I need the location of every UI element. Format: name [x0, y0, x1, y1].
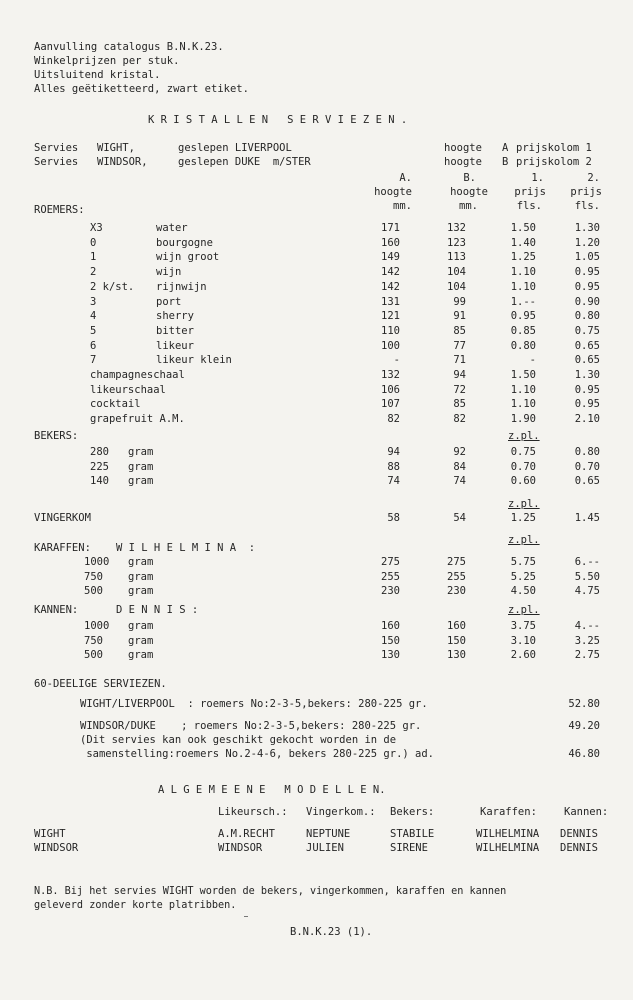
item-number: 7	[90, 354, 97, 367]
set-price: 49.20	[568, 720, 600, 732]
price-1: 0.80	[510, 339, 536, 352]
intro-line: Alles geëtiketteerd, zwart etiket.	[34, 83, 249, 95]
price-2: 0.70	[574, 460, 600, 473]
price-2: 2.75	[574, 649, 600, 661]
value-b: 113	[447, 251, 466, 264]
price-1: 0.95	[510, 310, 536, 323]
price-2: 3.25	[574, 634, 600, 647]
item-number: 6	[90, 339, 97, 352]
item-name: gram	[128, 620, 154, 632]
col-p1-header: fls.	[516, 200, 542, 212]
col-letter: A	[502, 142, 509, 154]
models-cell: A.M.RECHT	[218, 828, 275, 840]
value-a: 150	[381, 634, 400, 647]
item-number: 2 k/st.	[90, 280, 135, 293]
footnote-line: N.B. Bij het servies WIGHT worden de bekers, vingerkommen, karaffen en kannen	[34, 886, 507, 897]
divider	[244, 916, 248, 917]
price-column-header: prijskolom 1	[516, 142, 592, 154]
service-cut: geslepen LIVERPOOL	[178, 142, 292, 154]
price-2: 0.95	[574, 280, 600, 293]
price-2: 0.95	[574, 383, 600, 396]
models-cell: JULIEN	[306, 842, 344, 854]
item-number: 2	[90, 266, 97, 279]
value-b: 160	[447, 620, 466, 632]
item-name: rijnwijn	[156, 280, 207, 293]
value-b: 150	[447, 634, 466, 647]
section-title: K R I S T A L L E N S E R V I E Z E N .	[148, 114, 408, 126]
price-1: 1.25	[510, 251, 536, 264]
price-1: 0.75	[510, 446, 536, 458]
group-label-karaffen: KARAFFEN:	[34, 542, 91, 554]
price-1: 1.10	[510, 398, 536, 411]
value-b: 132	[447, 222, 466, 234]
price-1: 1.50	[510, 369, 536, 381]
value-b: 275	[447, 556, 466, 568]
price-2: 0.90	[574, 295, 600, 308]
item-name: gram	[128, 585, 154, 597]
models-cell: DENNIS	[560, 842, 598, 854]
col-p2-header: 2.	[587, 172, 600, 184]
price-1: 3.75	[510, 620, 536, 632]
item-name: gram	[128, 556, 154, 568]
group-label-vingerkom: VINGERKOM	[34, 512, 91, 524]
price-2: 0.95	[574, 266, 600, 279]
col-letter: B	[502, 156, 509, 168]
price-2: 0.65	[574, 354, 600, 367]
item-number: 1000	[84, 556, 110, 568]
item-number: 280	[90, 446, 109, 458]
intro-line: Uitsluitend kristal.	[34, 69, 161, 81]
price-2: 4.--	[574, 620, 600, 632]
item-name: gram	[128, 570, 154, 583]
value-a: 275	[381, 556, 400, 568]
item-name: port	[156, 295, 182, 308]
item-name: bitter	[156, 324, 194, 337]
value-b: 130	[447, 649, 466, 661]
price-1: 1.90	[510, 413, 536, 426]
value-a: 94	[387, 446, 400, 458]
models-header: Karaffen:	[480, 806, 537, 818]
value-a: 160	[381, 620, 400, 632]
item-name: gram	[128, 649, 154, 661]
page-reference: B.N.K.23 (1).	[290, 926, 373, 938]
value-b: 82	[453, 413, 466, 426]
price-1: 1.10	[510, 266, 536, 279]
models-cell: NEPTUNE	[306, 828, 351, 840]
models-cell: STABILE	[390, 828, 435, 840]
value-b: 104	[447, 266, 466, 279]
item-name: cocktail	[90, 398, 141, 411]
item-number: 140	[90, 475, 109, 487]
models-header: Vingerkom.:	[306, 806, 376, 818]
set-line: (Dit servies kan ook geschikt gekocht worden in de	[80, 734, 397, 746]
item-number: 500	[84, 649, 103, 661]
value-a: 132	[381, 369, 400, 381]
price-1: 0.85	[510, 324, 536, 337]
service-name: WINDSOR,	[97, 156, 148, 168]
models-cell: DENNIS	[560, 828, 598, 840]
value-a: 142	[381, 266, 400, 279]
item-name: likeurschaal	[90, 383, 166, 396]
item-name: gram	[128, 446, 154, 458]
value-b: 85	[453, 398, 466, 411]
col-p2-header: fls.	[574, 200, 600, 212]
zpl-note: z.pl.	[508, 604, 540, 616]
footnote-line: geleverd zonder korte platribben.	[34, 900, 237, 911]
set-line: samenstelling:roemers No.2-4-6, bekers 280-225 gr.) ad.	[80, 748, 435, 760]
item-number: 500	[84, 585, 103, 597]
value-a: 160	[381, 236, 400, 249]
item-name: grapefruit A.M.	[90, 413, 185, 426]
models-cell: SIRENE	[390, 842, 428, 854]
value-b: 85	[453, 324, 466, 337]
value-a: 107	[381, 398, 400, 411]
value-a: 255	[381, 570, 400, 583]
value-b: 230	[447, 585, 466, 597]
price-1: 1.50	[510, 222, 536, 234]
item-number: 4	[90, 310, 97, 323]
price-1: -	[529, 354, 536, 367]
col-b-header: B.	[463, 172, 476, 184]
price-2: 0.80	[574, 446, 600, 458]
service-name: WIGHT,	[97, 142, 135, 154]
value-b: 123	[447, 236, 466, 249]
item-number: 1	[90, 251, 97, 264]
col-b-header: hoogte	[450, 186, 488, 198]
sets-title: 60-DEELIGE SERVIEZEN.	[34, 678, 167, 690]
price-1: 5.25	[510, 570, 536, 583]
col-p1-header: 1.	[531, 172, 544, 184]
value-b: 77	[453, 339, 466, 352]
price-1: 1.10	[510, 383, 536, 396]
value-a: -	[393, 354, 400, 367]
value-a: 110	[381, 324, 400, 337]
value-b: 92	[453, 446, 466, 458]
service-cut: geslepen DUKE m/STER	[178, 156, 311, 168]
value-a: 74	[387, 475, 400, 487]
item-number: 1000	[84, 620, 110, 632]
item-number: 750	[84, 634, 103, 647]
price-2: 4.75	[574, 585, 600, 597]
item-name: champagneschaal	[90, 369, 185, 381]
models-cell: WINDSOR	[218, 842, 263, 854]
price-2: 1.20	[574, 236, 600, 249]
item-name: likeur	[156, 339, 194, 352]
set-price: 46.80	[568, 748, 600, 760]
group-label-bekers: BEKERS:	[34, 430, 79, 442]
price-2: 0.95	[574, 398, 600, 411]
value-b: 104	[447, 280, 466, 293]
models-title: A L G E M E E N E M O D E L L E N.	[158, 784, 386, 796]
item-name: likeur klein	[156, 354, 232, 367]
price-1: 1.40	[510, 236, 536, 249]
item-name: gram	[128, 460, 154, 473]
group-label-kannen: KANNEN:	[34, 604, 79, 616]
item-number: 750	[84, 570, 103, 583]
zpl-note: z.pl.	[508, 498, 540, 510]
price-2: 2.10	[574, 413, 600, 426]
col-b-header: mm.	[459, 200, 478, 212]
value-a: 142	[381, 280, 400, 293]
value-a: 106	[381, 383, 400, 396]
models-header: Bekers:	[390, 806, 435, 818]
item-number: X3	[90, 222, 103, 234]
intro-line: Winkelprijzen per stuk.	[34, 55, 180, 67]
value-a: 88	[387, 460, 400, 473]
zpl-note: z.pl.	[508, 534, 540, 546]
value-b: 74	[453, 475, 466, 487]
item-name: wijn	[156, 266, 182, 279]
value-a: 131	[381, 295, 400, 308]
price-2: 1.05	[574, 251, 600, 264]
item-name: water	[156, 222, 188, 234]
value-b: 71	[453, 354, 466, 367]
item-number: 225	[90, 460, 109, 473]
value-b: 99	[453, 295, 466, 308]
item-name: sherry	[156, 310, 194, 323]
price-2: 0.65	[574, 475, 600, 487]
col-a-header: A.	[399, 172, 412, 184]
intro-line: Aanvulling catalogus B.N.K.23.	[34, 41, 224, 53]
item-name: bourgogne	[156, 236, 213, 249]
value-a: 58	[387, 512, 400, 524]
value-a: 121	[381, 310, 400, 323]
value-a: 171	[381, 222, 400, 234]
price-1: 5.75	[510, 556, 536, 568]
price-2: 0.65	[574, 339, 600, 352]
value-b: 72	[453, 383, 466, 396]
price-2: 0.80	[574, 310, 600, 323]
price-1: 0.60	[510, 475, 536, 487]
price-1: 4.50	[510, 585, 536, 597]
set-price: 52.80	[568, 698, 600, 710]
price-1: 1.--	[510, 295, 536, 308]
price-1: 3.10	[510, 634, 536, 647]
col-p1-header: prijs	[514, 186, 546, 198]
models-cell: WILHELMINA	[476, 828, 540, 840]
value-b: 91	[453, 310, 466, 323]
value-a: 82	[387, 413, 400, 426]
value-b: 54	[453, 512, 466, 524]
price-2: 0.75	[574, 324, 600, 337]
service-label: Servies	[34, 142, 79, 154]
item-name: wijn groot	[156, 251, 220, 264]
models-cell: WILHELMINA	[476, 842, 540, 854]
item-number: 3	[90, 295, 97, 308]
model-name: D E N N I S :	[116, 604, 199, 616]
value-b: 84	[453, 460, 466, 473]
price-1: 2.60	[510, 649, 536, 661]
price-column-header: prijskolom 2	[516, 156, 592, 168]
col-p2-header: prijs	[570, 186, 602, 198]
col-b-header: hoogte	[444, 142, 482, 154]
col-a-header: mm.	[393, 200, 412, 212]
price-2: 6.--	[574, 556, 600, 568]
value-a: 230	[381, 585, 400, 597]
price-2: 1.45	[574, 512, 600, 524]
value-a: 100	[381, 339, 400, 352]
price-2: 5.50	[574, 570, 600, 583]
price-1: 1.25	[510, 512, 536, 524]
price-2: 1.30	[574, 222, 600, 234]
group-label-roemers: ROEMERS:	[34, 204, 85, 216]
item-name: gram	[128, 475, 154, 487]
set-line: WIGHT/LIVERPOOL : roemers No:2-3-5,bekers: 280-225 gr.	[80, 698, 428, 710]
set-line: WINDSOR/DUKE ; roemers No:2-3-5,bekers: 280-225 gr.	[80, 720, 422, 732]
item-number: 0	[90, 236, 97, 249]
item-number: 5	[90, 324, 97, 337]
service-label: Servies	[34, 156, 79, 168]
value-b: 94	[453, 369, 466, 381]
models-row-name: WINDSOR	[34, 842, 79, 854]
models-header: Kannen:	[564, 806, 609, 818]
price-1: 1.10	[510, 280, 536, 293]
model-name: W I L H E L M I N A :	[116, 542, 256, 554]
col-b-header: hoogte	[444, 156, 482, 168]
models-header: Likeursch.:	[218, 806, 288, 818]
value-b: 255	[447, 570, 466, 583]
zpl-note: z.pl.	[508, 430, 540, 442]
price-1: 0.70	[510, 460, 536, 473]
value-a: 130	[381, 649, 400, 661]
item-name: gram	[128, 634, 154, 647]
price-2: 1.30	[574, 369, 600, 381]
models-row-name: WIGHT	[34, 828, 66, 840]
value-a: 149	[381, 251, 400, 264]
col-a-header: hoogte	[374, 186, 412, 198]
